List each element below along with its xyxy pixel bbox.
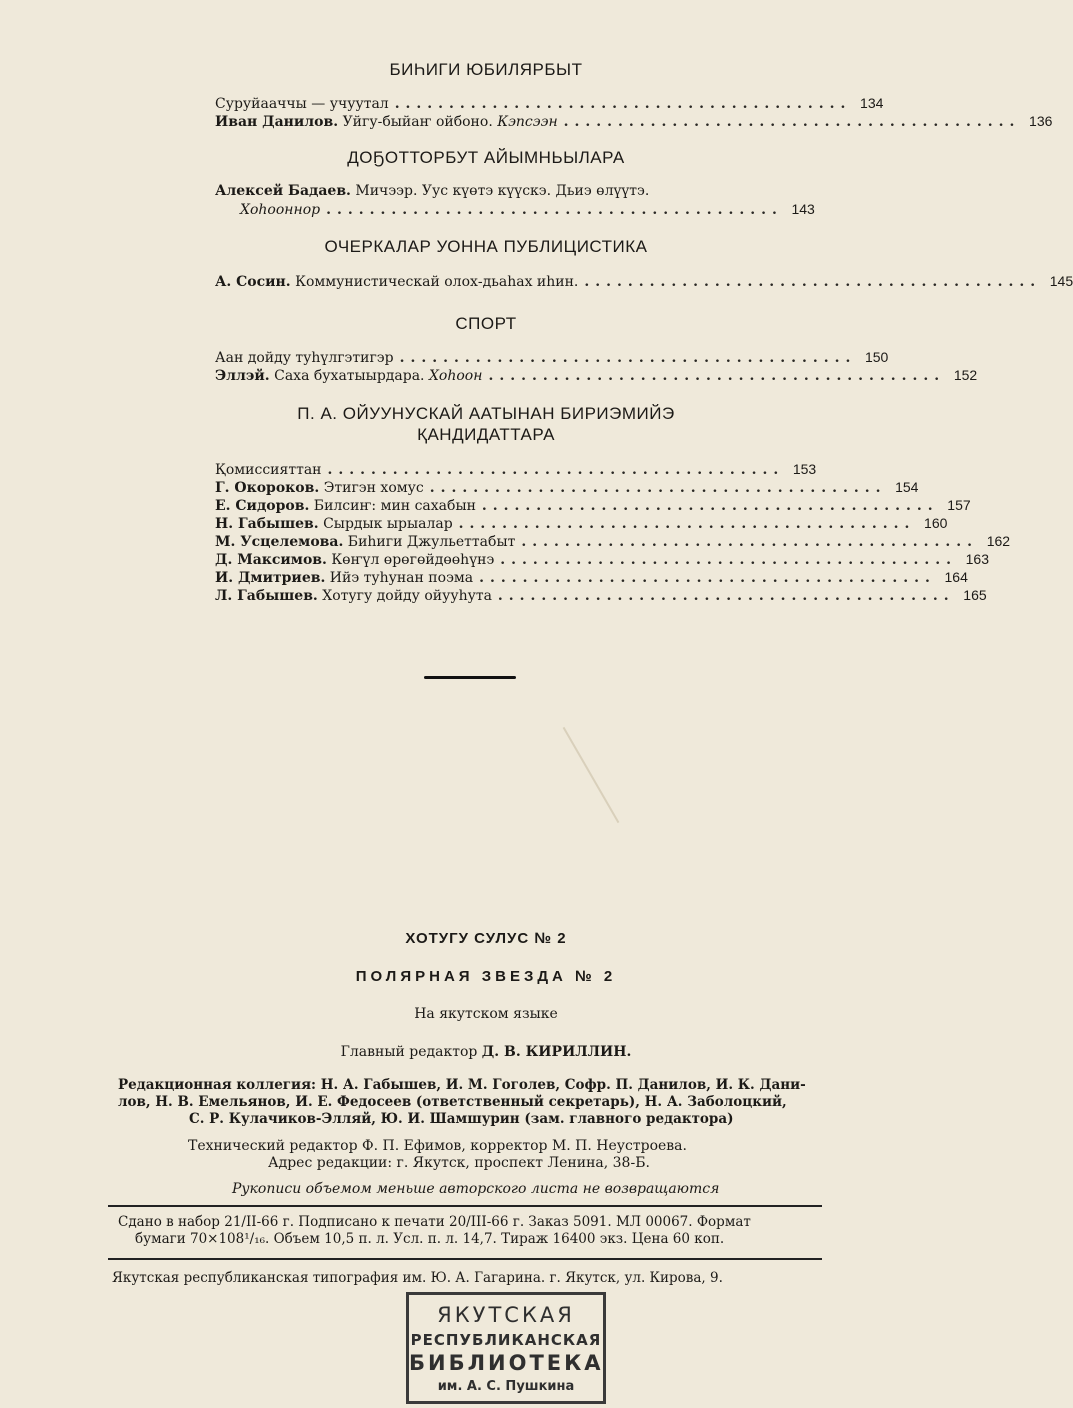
toc-entry[interactable] (215, 460, 817, 480)
entry-title: Қомиссияттан (215, 462, 322, 478)
entry-page: 163 (965, 551, 989, 567)
section-heading: П. А. ОЙУУНУСКАЙ ААТЫНАН БИРИЭМИЙЭ (297, 404, 675, 423)
leader-dots: .......................................... (429, 480, 887, 496)
imprint-rule (108, 1258, 822, 1260)
entry-title: Мичээр. Уус күөтэ күүскэ. Дьиэ өлүүтэ. (355, 183, 650, 199)
leader-dots: .......................................... (327, 462, 785, 478)
toc-entry[interactable] (215, 348, 889, 368)
leader-dots: .......................................... (479, 570, 936, 586)
entry-page: 153 (792, 461, 817, 477)
technical-editor-line: Технический редактор Ф. П. Ефимов, корректор М. П. Неустроева. (188, 1138, 687, 1154)
entry-author: Н. Габышев. (215, 516, 319, 532)
entry-page: 164 (944, 569, 968, 585)
entry-title: Коммунистическай олох-дьаһах иһин. (295, 274, 579, 290)
editor-name: Д. В. КИРИЛЛИН. (481, 1044, 632, 1060)
leader-dots: .......................................... (394, 96, 852, 112)
entry-page: 154 (895, 479, 919, 495)
entry-page: 162 (986, 533, 1011, 549)
entry-page: 136 (1029, 113, 1053, 129)
entry-title: Биһиги Джульеттабыт (347, 534, 516, 550)
leader-dots: .......................................... (399, 350, 857, 366)
stamp-line: РЕСПУБЛИКАНСКАЯ (410, 1331, 602, 1349)
imprint-title-russian: ПОЛЯРНАЯ ЗВЕЗДА № 2 (355, 968, 617, 985)
entry-title: Аан дойду туһүлгэтигэр (215, 350, 394, 366)
leader-dots: .......................................... (458, 516, 916, 532)
entry-page: 150 (864, 349, 889, 365)
entry-title: Суруйааччы — учуутал (215, 96, 389, 112)
entry-page: 152 (953, 367, 978, 383)
entry-page: 160 (924, 515, 948, 531)
entry-title: Сырдык ырыалар (323, 516, 453, 532)
library-stamp (406, 1292, 606, 1404)
editorial-board (118, 1077, 838, 1128)
leader-dots: .......................................... (521, 534, 979, 550)
entry-page: 143 (791, 201, 815, 217)
board-line: лов, Н. В. Емельянов, И. Е. Федосеев (ответственный секретарь), Н. А. Заболоцкий, (118, 1094, 787, 1110)
entry-title: Көҥүл өрөгөйдөөһүнэ (331, 552, 495, 568)
entry-author: Г. Окороков. (215, 480, 320, 496)
print-info (118, 1214, 833, 1248)
entry-author: М. Усцелемова. (215, 534, 344, 550)
entry-page: 157 (947, 497, 971, 513)
entry-title: Этигэн хомус (323, 480, 424, 496)
toc-entry[interactable] (215, 182, 765, 202)
editorial-address: Адрес редакции: г. Якутск, проспект Ленина, 38-Б. (268, 1155, 650, 1171)
entry-author: Эллэй. (215, 368, 270, 384)
section-divider (424, 676, 516, 679)
section-heading: ОЧЕРКАЛАР УОННА ПУБЛИЦИСТИКА (324, 237, 648, 256)
imprint-editor (0, 1044, 972, 1060)
toc-entry[interactable] (215, 272, 1073, 292)
entry-title: Саха бухатыырдара. (274, 368, 425, 384)
entry-title: Хотугу дойду ойууһута (322, 588, 492, 604)
toc-entry[interactable] (215, 532, 1011, 552)
entry-genre: Хоһоон (428, 368, 483, 384)
stamp-line: БИБЛИОТЕКА (409, 1351, 604, 1375)
print-info-line: бумаги 70×108¹/₁₆. Объем 10,5 п. л. Усл. п. л. 14,7. Тираж 16400 экз. Цена 60 коп. (135, 1231, 725, 1247)
entry-title: Билсиҥ: мин сахабын (313, 498, 476, 514)
entry-title: Уйгу-быйаҥ ойбоно. (342, 114, 493, 130)
entry-author: Е. Сидоров. (215, 498, 310, 514)
toc-entry[interactable] (215, 112, 1053, 132)
board-line: Редакционная коллегия: Н. А. Габышев, И. М. Гоголев, Софр. П. Данилов, И. К. Дани- (118, 1077, 806, 1093)
imprint-rule (108, 1205, 822, 1207)
print-info-line: Сдано в набор 21/II-66 г. Подписано к печати 20/III-66 г. Заказ 5091. МЛ 00067. Формат (118, 1214, 751, 1230)
leader-dots: .......................................... (500, 552, 957, 568)
entry-author: Алексей Бадаев. (215, 183, 351, 199)
leader-dots: .......................................... (488, 368, 946, 384)
toc-entry[interactable] (215, 586, 987, 606)
toc-entry[interactable] (215, 514, 948, 534)
imprint-title-yakut: ХОТУГУ СУЛУС № 2 (405, 930, 567, 947)
printer-info: Якутская республиканская типография им. Ю. А. Гагарина. г. Якутск, ул. Кирова, 9. (112, 1270, 723, 1286)
leader-dots: .......................................... (563, 114, 1021, 130)
editor-label: Главный редактор (340, 1044, 478, 1060)
section-heading-line2: ҚАНДИДАТТАРА (417, 425, 555, 444)
section-heading: СПОРТ (455, 314, 517, 333)
manuscripts-note: Рукописи объемом меньше авторского листа не возвращаются (232, 1181, 720, 1197)
board-line: С. Р. Кулачиков-Элляй, Ю. И. Шамшурин (зам. главного редактора) (189, 1111, 734, 1127)
section-heading: ДОҔОТТОРБУТ АЙЫМНЬЫЛАРА (347, 148, 625, 167)
toc-entry-continuation[interactable] (240, 200, 815, 220)
entry-author: А. Сосин. (215, 274, 291, 290)
entry-author: Иван Данилов. (215, 114, 339, 130)
toc-entry[interactable] (215, 94, 884, 114)
entry-page: 134 (860, 95, 884, 111)
section-heading: БИҺИГИ ЮБИЛЯРБЫТ (389, 60, 583, 79)
toc-entry[interactable] (215, 496, 971, 516)
leader-dots: .......................................... (584, 274, 1042, 290)
paper-crease (563, 727, 620, 823)
entry-page: 165 (963, 587, 987, 603)
toc-entry[interactable] (215, 366, 978, 386)
entry-author: Л. Габышев. (215, 588, 318, 604)
toc-entry[interactable] (215, 568, 968, 588)
entry-genre: Кэпсээн (497, 114, 558, 130)
entry-author: Д. Максимов. (215, 552, 327, 568)
entry-page: 145 (1049, 273, 1073, 289)
stamp-line: им. А. С. Пушкина (437, 1379, 575, 1394)
entry-author: И. Дмитриев. (215, 570, 326, 586)
toc-entry[interactable] (215, 478, 919, 498)
toc-entry[interactable] (215, 550, 989, 570)
leader-dots: .......................................... (326, 202, 783, 218)
stamp-line: ЯКУТСКАЯ (437, 1303, 575, 1327)
leader-dots: .......................................... (497, 588, 955, 604)
imprint-language: На якутском языке (414, 1006, 558, 1022)
entry-genre: Хоһооннор (240, 202, 321, 218)
entry-title: Ийэ туһунан поэма (329, 570, 474, 586)
leader-dots: .......................................... (481, 498, 939, 514)
